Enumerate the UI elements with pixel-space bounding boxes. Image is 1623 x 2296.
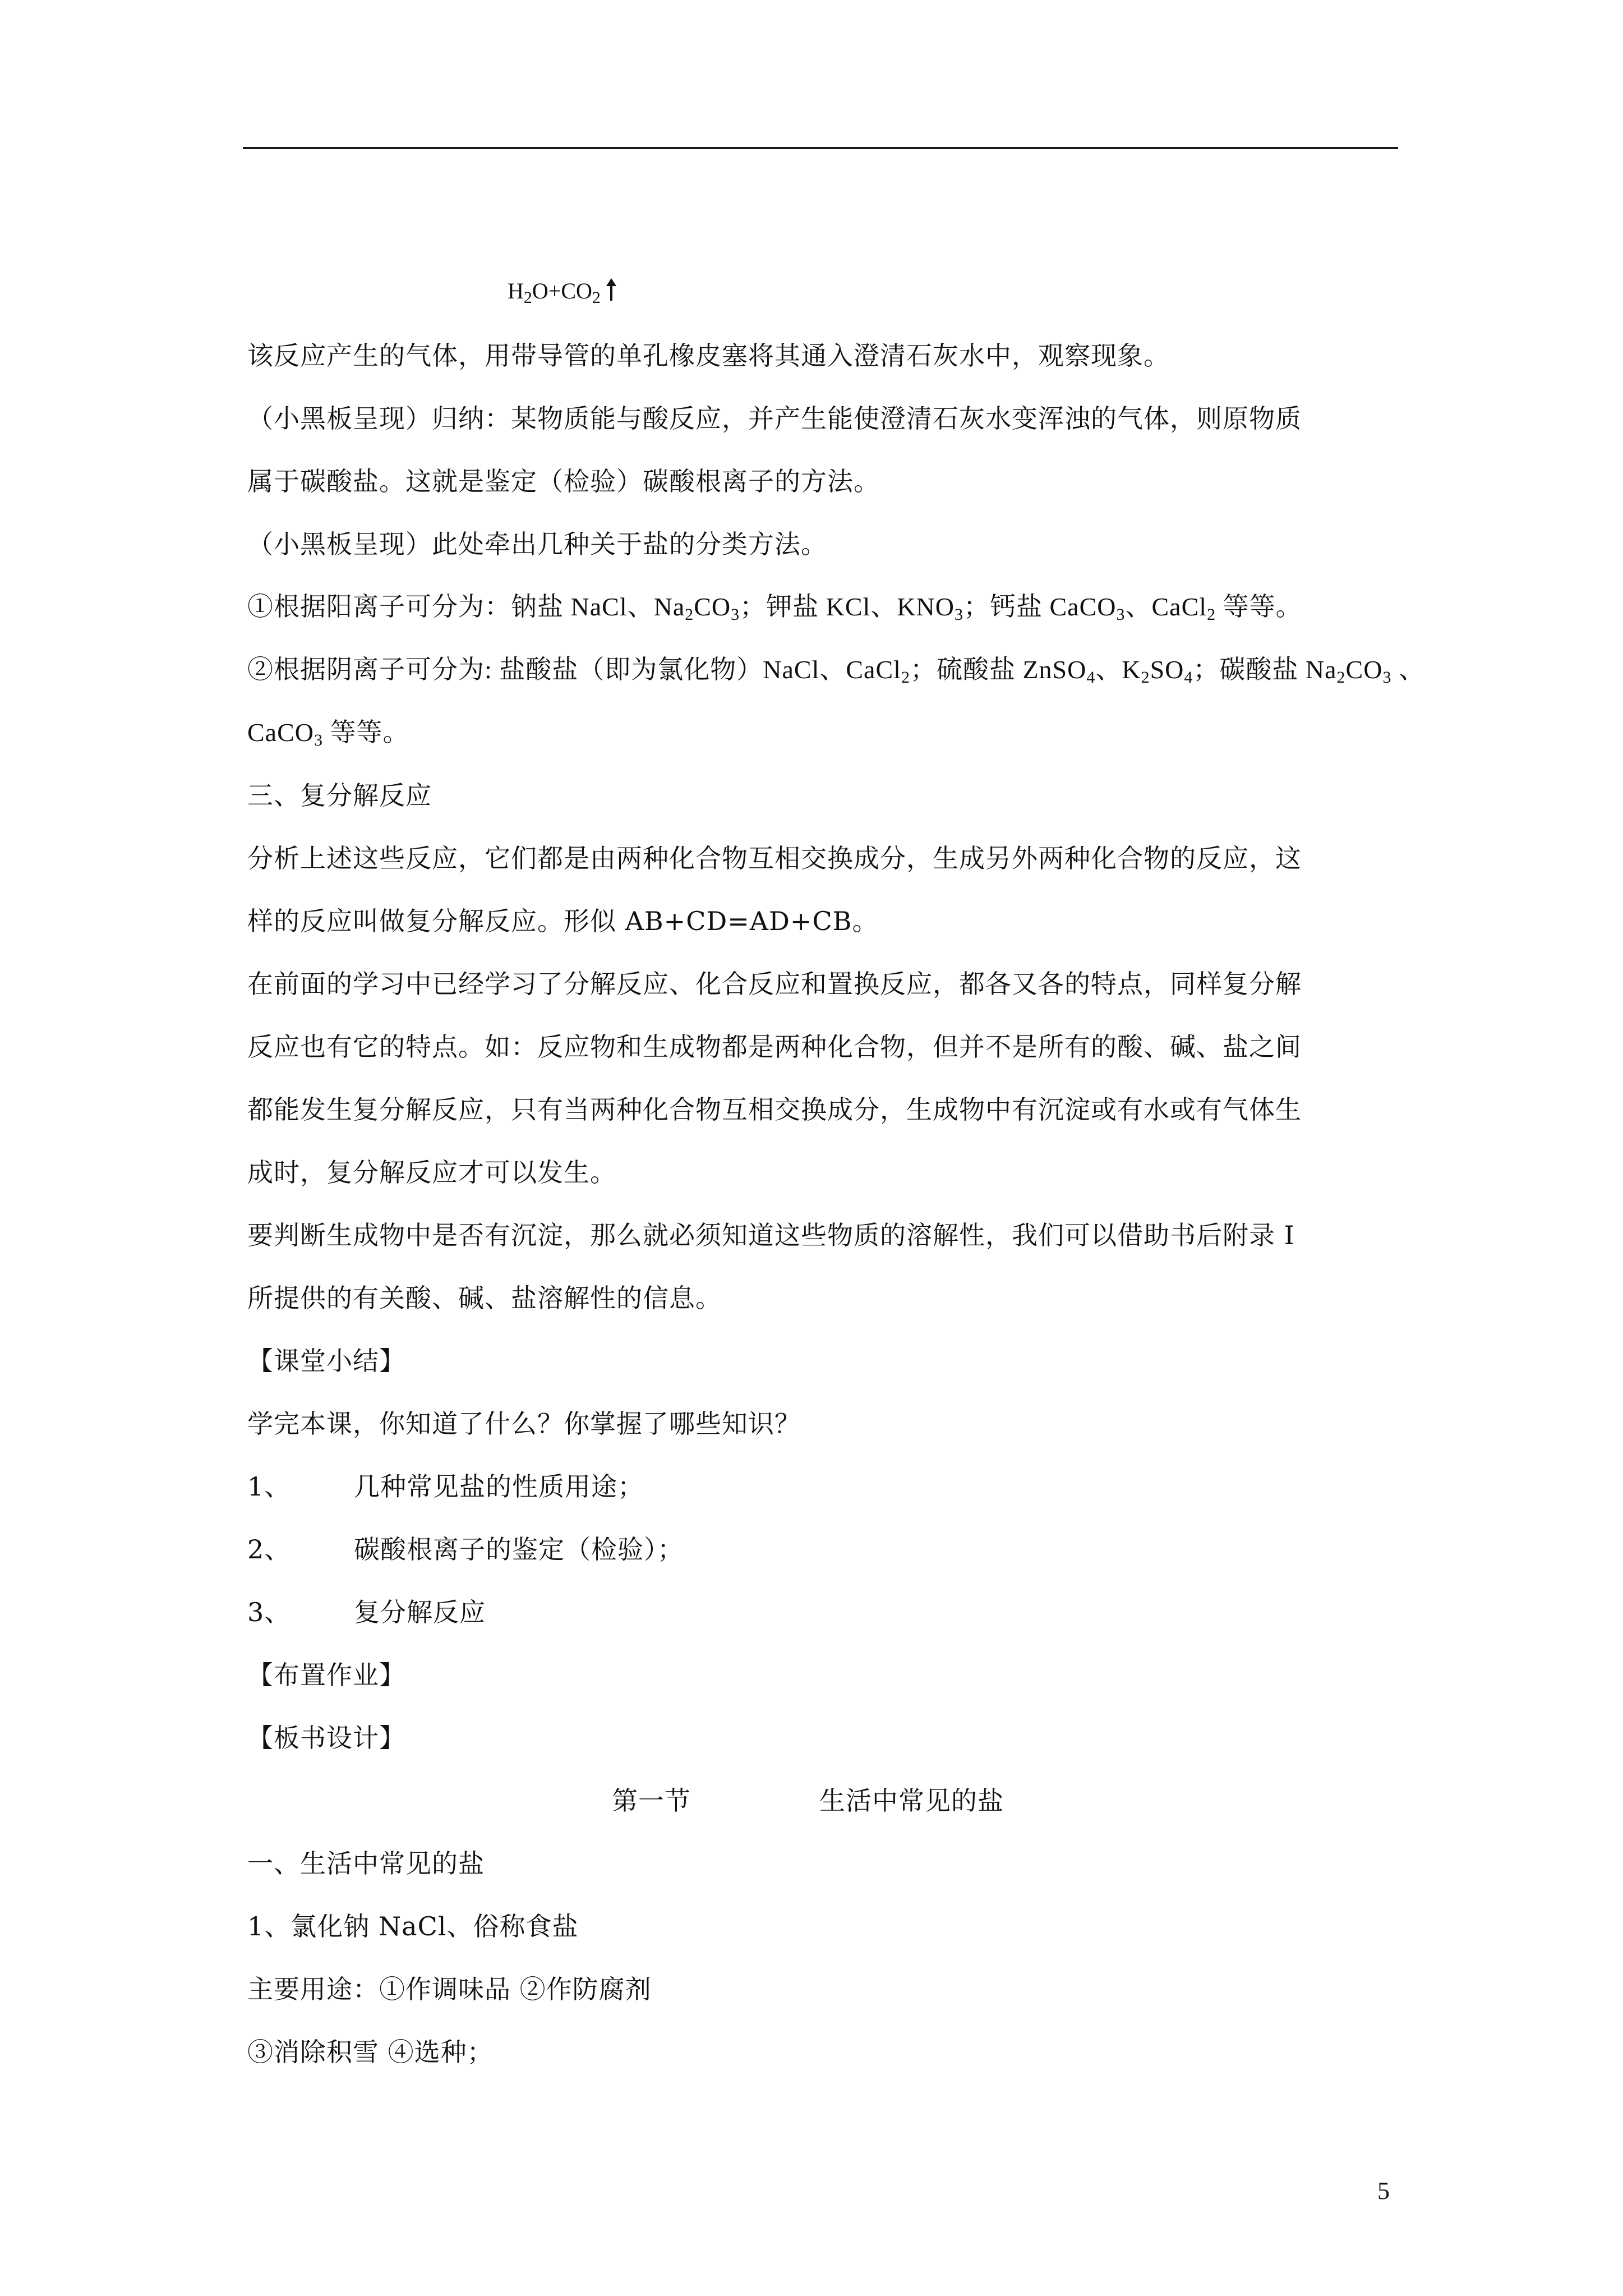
- section-heading: 三、复分解反应: [247, 780, 432, 811]
- board-title-section: 第一节: [612, 1786, 691, 1816]
- paragraph: 所提供的有关酸、碱、盐溶解性的信息。: [247, 1283, 722, 1313]
- summary-item-text: 几种常见盐的性质用途；: [354, 1471, 644, 1502]
- page-number: 5: [1377, 2177, 1390, 2205]
- anion-classification-cont: CaCO$_3$ 等等。: [247, 718, 409, 749]
- paragraph: 分析上述这些反应，它们都是由两种化合物互相交换成分，生成另外两种化合物的反应，这: [247, 843, 1302, 873]
- cation-classification: ①根据阳离子可分为：钠盐 NaCl、$Na_2CO_3$；钾盐 KCl、$KNO_3$；钙盐 CaCO$_3$、CaCl$_2$ 等等。: [247, 592, 1302, 624]
- paragraph: （小黑板呈现）归纳：某物质能与酸反应，并产生能使澄清石灰水变浑浊的气体，则原物质: [247, 403, 1302, 434]
- gas-up-arrow-icon: [606, 278, 616, 301]
- summary-item: [247, 1470, 644, 1503]
- board-design-heading: 【板书设计】: [247, 1723, 405, 1753]
- summary-item-text: 复分解反应: [354, 1597, 486, 1627]
- board-uses: ③消除积雪 ④选种；: [247, 2037, 494, 2067]
- summary-item-number: 3、: [247, 1597, 291, 1627]
- paragraph: 属于碳酸盐。这就是鉴定（检验）碳酸根离子的方法。: [247, 466, 880, 496]
- paragraph: 成时，复分解反应才可以发生。: [247, 1157, 616, 1188]
- paragraph: 样的反应叫做复分解反应。形似 AB+CD=AD+CB。: [247, 906, 879, 936]
- anion-classification: ②根据阴离子可分为: 盐酸盐（即为氯化物）NaCl、CaCl$_2$；硫酸盐 ZnSO$_4$、$K_2SO_4$；碳酸盐 $Na_2CO_3$ 、: [247, 655, 1425, 687]
- summary-item-text: 碳酸根离子的鉴定（检验）；: [354, 1534, 684, 1565]
- equation-products: $H_2O+CO_2$: [508, 278, 616, 304]
- paragraph: 都能发生复分解反应，只有当两种化合物互相交换成分，生成物中有沉淀或有水或有气体生: [247, 1094, 1302, 1125]
- paragraph: 要判断生成物中是否有沉淀，那么就必须知道这些物质的溶解性，我们可以借助书后附录 I: [247, 1220, 1295, 1250]
- paragraph: 在前面的学习中已经学习了分解反应、化合反应和置换反应，都各又各的特点，同样复分解: [247, 969, 1302, 999]
- summary-item: [247, 1595, 486, 1629]
- summary-intro: 学完本课，你知道了什么？你掌握了哪些知识？: [247, 1409, 801, 1439]
- board-uses: 主要用途：①作调味品 ②作防腐剂: [247, 1974, 652, 2004]
- summary-item: [247, 1533, 684, 1566]
- summary-heading: 【课堂小结】: [247, 1346, 405, 1376]
- paragraph: （小黑板呈现）此处牵出几种关于盐的分类方法。: [247, 529, 827, 559]
- header-rule: [243, 147, 1398, 149]
- paragraph: 该反应产生的气体，用带导管的单孔橡皮塞将其通入澄清石灰水中，观察现象。: [247, 341, 1170, 371]
- homework-heading: 【布置作业】: [247, 1660, 405, 1690]
- summary-item-number: 1、: [247, 1471, 291, 1502]
- board-title-name: 生活中常见的盐: [819, 1786, 1004, 1816]
- board-item: 1、氯化钠 NaCl、俗称食盐: [247, 1911, 579, 1941]
- board-section-heading: 一、生活中常见的盐: [247, 1848, 485, 1879]
- paragraph: 反应也有它的特点。如：反应物和生成物都是两种化合物，但并不是所有的酸、碱、盐之间: [247, 1032, 1302, 1062]
- summary-item-number: 2、: [247, 1534, 291, 1565]
